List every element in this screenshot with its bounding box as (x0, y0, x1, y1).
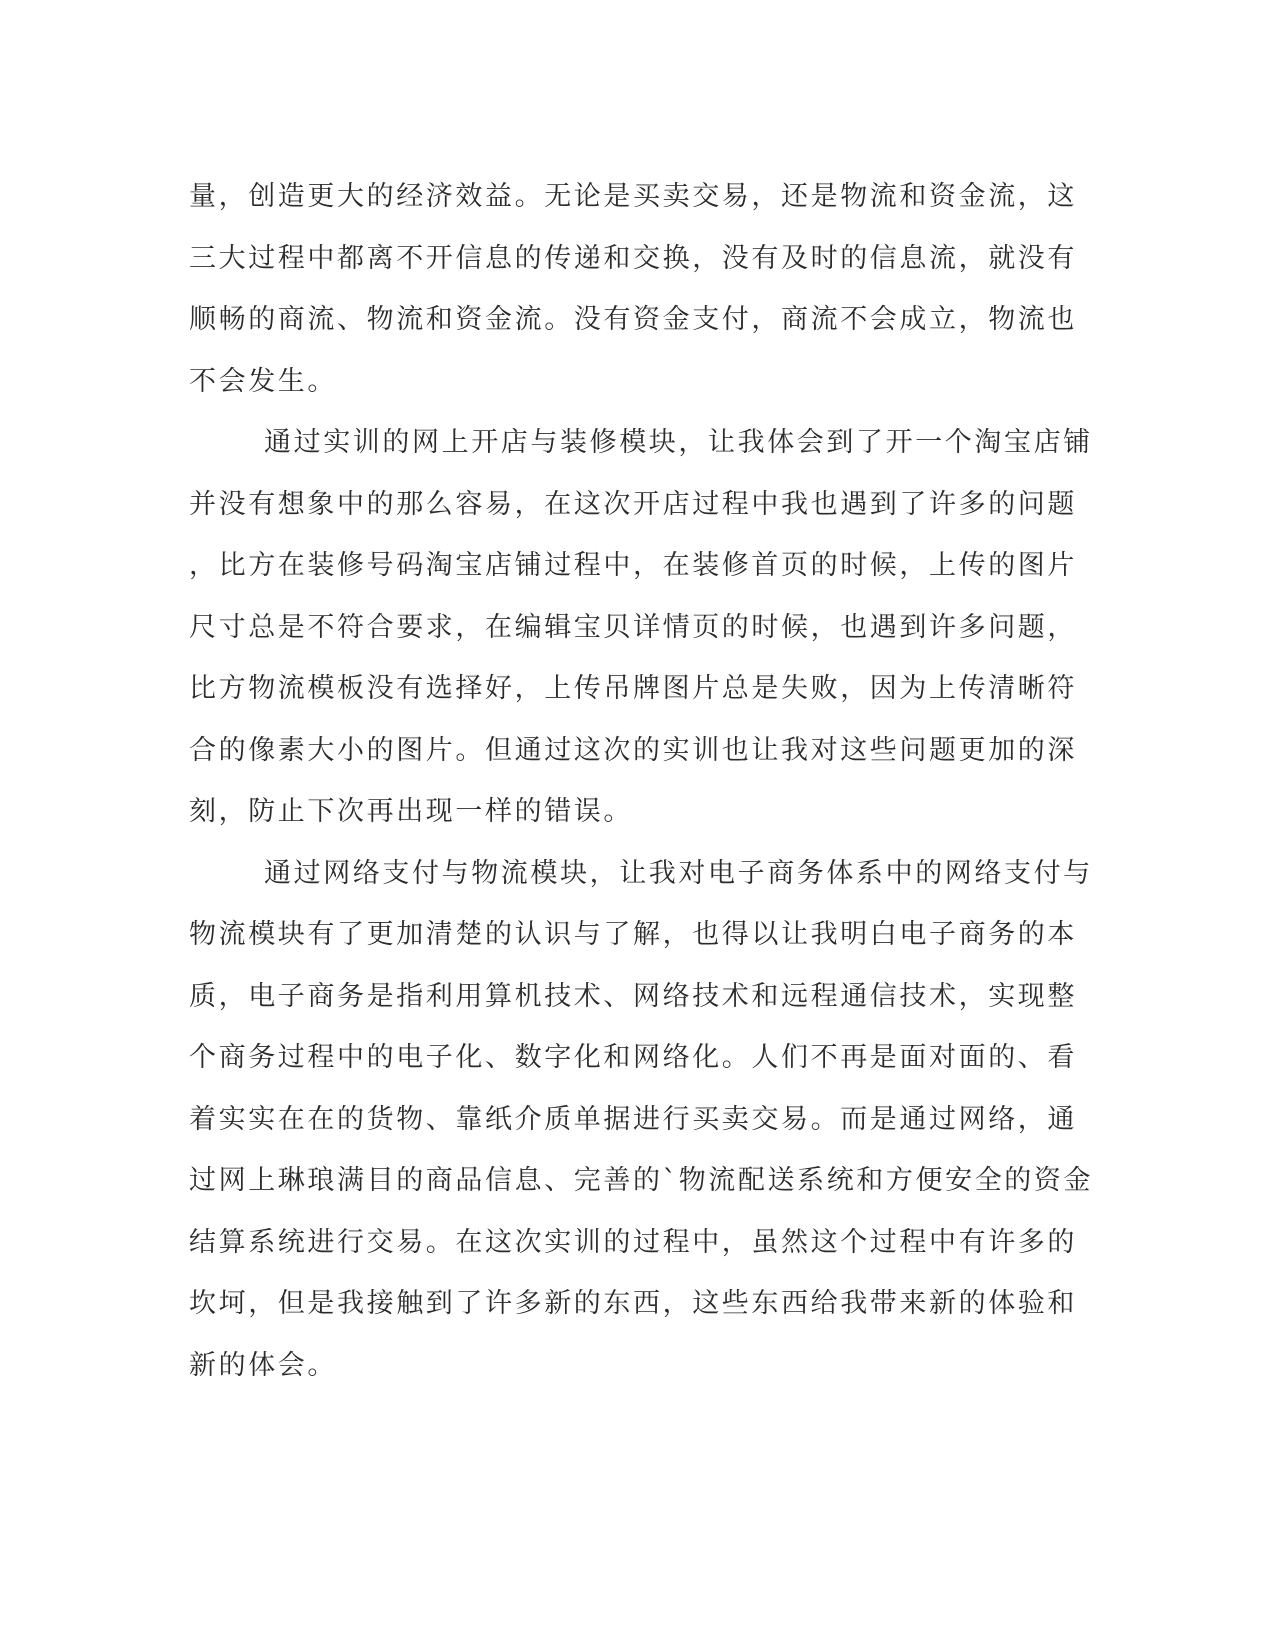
text-line: 过网上琳琅满目的商品信息、完善的`物流配送系统和方便安全的资金 (189, 1165, 1094, 1196)
text-line: 刻，防止下次再出现一样的错误。 (189, 796, 633, 827)
text-line: 通过网络支付与物流模块，让我对电子商务体系中的网络支付与 (264, 857, 1093, 889)
text-line: 通过实训的网上开店与装修模块，让我体会到了开一个淘宝店铺 (264, 427, 1093, 458)
paragraph-3 (189, 843, 1094, 1397)
text-line: 着实实在在的货物、靠纸介质单据进行买卖交易。而是通过网络，通 (189, 1103, 1077, 1135)
text-line: 坎坷，但是我接触到了许多新的东西，这些东西给我带来新的体验和 (189, 1288, 1077, 1319)
text-line: 比方物流模板没有选择好，上传吊牌图片总是失败，因为上传清晰符 (189, 673, 1077, 704)
document-body (189, 166, 1094, 1396)
paragraph-2 (189, 412, 1093, 843)
text-line: 新的体会。 (189, 1349, 337, 1381)
paragraph-1 (189, 166, 1089, 412)
text-line: ，比方在装修号码淘宝店铺过程中，在装修首页的时候，上传的图片 (189, 550, 1077, 581)
text-line: 顺畅的商流、物流和资金流。没有资金支付，商流不会成立，物流也 (189, 304, 1077, 335)
text-line: 质，电子商务是指利用算机技术、网络技术和远程通信技术，实现整 (189, 980, 1077, 1012)
text-line: 量，创造更大的经济效益。无论是买卖交易，还是物流和资金流，这 (189, 181, 1077, 212)
text-line: 合的像素大小的图片。但通过这次的实训也让我对这些问题更加的深 (189, 734, 1077, 766)
text-line: 尺寸总是不符合要求，在编辑宝贝详情页的时候，也遇到许多问题， (189, 611, 1077, 643)
text-line: 结算系统进行交易。在这次实训的过程中，虽然这个过程中有许多的 (189, 1226, 1077, 1258)
text-line: 物流模块有了更加清楚的认识与了解，也得以让我明白电子商务的本 (189, 919, 1077, 950)
text-line: 不会发生。 (189, 365, 337, 397)
text-line: 并没有想象中的那么容易，在这次开店过程中我也遇到了许多的问题 (189, 488, 1077, 520)
text-line: 个商务过程中的电子化、数字化和网络化。人们不再是面对面的、看 (189, 1042, 1077, 1073)
text-line: 三大过程中都离不开信息的传递和交换，没有及时的信息流，就没有 (189, 242, 1077, 274)
